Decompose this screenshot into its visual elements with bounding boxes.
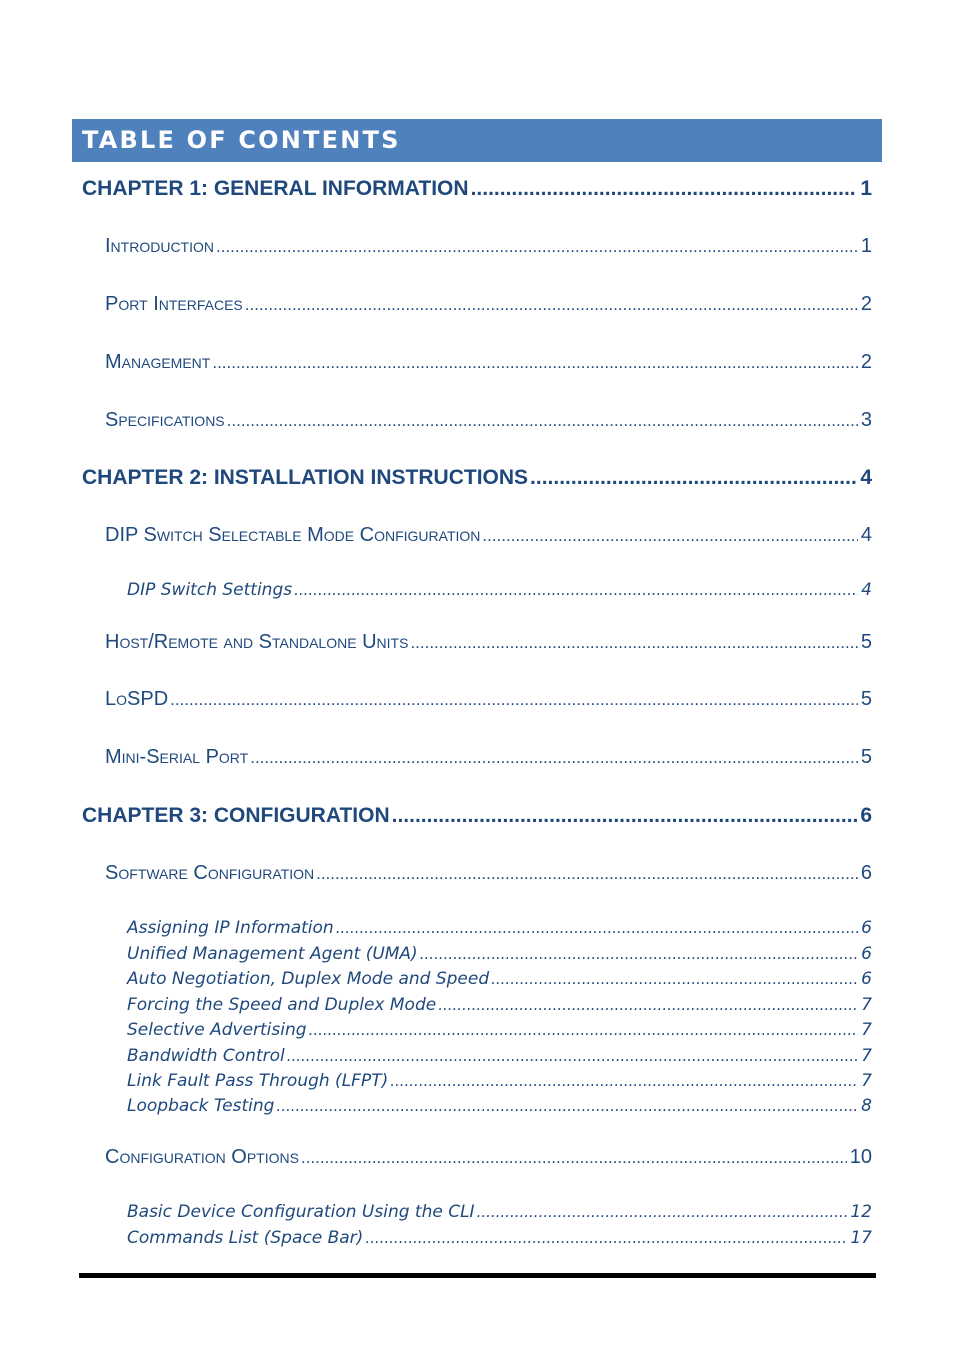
toc-entry-title: CHAPTER 3: CONFIGURATION xyxy=(82,804,390,827)
dot-leader xyxy=(530,466,857,490)
toc-entry-page: 6 xyxy=(861,918,872,938)
toc-entry[interactable] xyxy=(127,1096,872,1118)
dot-leader xyxy=(216,237,858,257)
toc-entry[interactable] xyxy=(105,235,872,261)
toc-entry[interactable] xyxy=(105,631,872,657)
toc-entry-page: 2 xyxy=(860,351,872,373)
toc-entry[interactable] xyxy=(105,351,872,377)
dot-leader xyxy=(390,1072,858,1090)
toc-entry-title: Specifications xyxy=(105,409,225,431)
toc-entry-page: 17 xyxy=(850,1228,872,1248)
toc-entry-title: Introduction xyxy=(105,235,214,257)
toc-entry[interactable] xyxy=(127,1020,872,1042)
dot-leader xyxy=(365,1229,847,1247)
toc-entry-page: 4 xyxy=(860,524,872,546)
dot-leader xyxy=(170,690,858,710)
bottom-rule xyxy=(79,1273,876,1278)
dot-leader xyxy=(250,748,858,768)
toc-entry[interactable] xyxy=(105,688,872,714)
toc-entry[interactable] xyxy=(127,944,872,966)
toc-entry[interactable] xyxy=(127,1046,872,1068)
toc-entry[interactable] xyxy=(127,1071,872,1093)
toc-entry[interactable] xyxy=(105,862,872,888)
dot-leader xyxy=(336,919,858,937)
toc-entry[interactable] xyxy=(127,580,872,602)
dot-leader xyxy=(471,177,858,201)
dot-leader xyxy=(287,1047,858,1065)
toc-entry-page: 1 xyxy=(860,177,872,200)
toc-entry-page: 12 xyxy=(850,1202,872,1222)
toc-entry[interactable] xyxy=(127,918,872,940)
toc-entry-page: 6 xyxy=(860,862,872,884)
toc-entry-title: Assigning IP Information xyxy=(127,918,334,938)
toc-entry-page: 6 xyxy=(861,944,872,964)
dot-leader xyxy=(420,945,858,963)
toc-entry-title: Link Fault Pass Through (LFPT) xyxy=(127,1071,389,1091)
dot-leader xyxy=(276,1097,858,1115)
dot-leader xyxy=(491,970,858,988)
toc-entry[interactable] xyxy=(105,1146,872,1172)
toc-entry-page: 4 xyxy=(860,466,872,489)
toc-entry-title: Management xyxy=(105,351,211,373)
toc-entry-title: CHAPTER 1: GENERAL INFORMATION xyxy=(82,177,469,200)
toc-entry-page: 7 xyxy=(861,1071,872,1091)
toc-entry-page: 10 xyxy=(849,1146,872,1168)
dot-leader xyxy=(212,353,858,373)
toc-entry-title: Configuration Options xyxy=(105,1146,299,1168)
dot-leader xyxy=(477,1203,848,1221)
toc-entry-title: LoSPD xyxy=(105,688,169,710)
toc-entry[interactable] xyxy=(82,804,872,832)
toc-entry[interactable] xyxy=(105,293,872,319)
toc-entry-page: 4 xyxy=(861,580,872,600)
toc-header-bar xyxy=(72,119,882,162)
toc-entry[interactable] xyxy=(82,466,872,494)
toc-title: TABLE OF CONTENTS xyxy=(82,126,401,154)
toc-entry-page: 1 xyxy=(860,235,872,257)
toc-entry-page: 8 xyxy=(861,1096,872,1116)
toc-entry-title: Selective Advertising xyxy=(127,1020,307,1040)
toc-entry-title: DIP Switch Settings xyxy=(127,580,293,600)
toc-entry[interactable] xyxy=(127,1228,872,1250)
dot-leader xyxy=(482,526,857,546)
dot-leader xyxy=(301,1148,847,1168)
toc-entry[interactable] xyxy=(105,746,872,772)
dot-leader xyxy=(245,295,858,315)
toc-entry-title: Software Configuration xyxy=(105,862,315,884)
toc-entry-title: Commands List (Space Bar) xyxy=(127,1228,364,1248)
toc-entry-title: Basic Device Configuration Using the CLI xyxy=(127,1202,475,1222)
toc-entry-title: Bandwidth Control xyxy=(127,1046,285,1066)
toc-entry-title: Unified Management Agent (UMA) xyxy=(127,944,418,964)
toc-entry-title: Host/Remote and Standalone Units xyxy=(105,631,409,653)
dot-leader xyxy=(392,804,858,828)
toc-entry-title: Auto Negotiation, Duplex Mode and Speed xyxy=(127,969,490,989)
toc-entry-page: 2 xyxy=(860,293,872,315)
toc-entry-title: DIP Switch Selectable Mode Configuration xyxy=(105,524,481,546)
dot-leader xyxy=(227,411,858,431)
toc-entry-page: 6 xyxy=(861,969,872,989)
toc-entry-page: 7 xyxy=(861,995,872,1015)
toc-entry[interactable] xyxy=(127,969,872,991)
toc-entry-page: 7 xyxy=(861,1020,872,1040)
dot-leader xyxy=(438,996,858,1014)
toc-entry-title: Loopback Testing xyxy=(127,1096,275,1116)
toc-entry-title: Port Interfaces xyxy=(105,293,243,315)
dot-leader xyxy=(309,1021,859,1039)
toc-entry[interactable] xyxy=(105,409,872,435)
toc-entry-title: Mini-Serial Port xyxy=(105,746,249,768)
toc-entry-page: 5 xyxy=(860,746,872,768)
toc-entry[interactable] xyxy=(127,995,872,1017)
toc-entry-page: 6 xyxy=(860,804,872,827)
toc-entry[interactable] xyxy=(82,177,872,205)
dot-leader xyxy=(294,581,858,599)
toc-entry-title: Forcing the Speed and Duplex Mode xyxy=(127,995,437,1015)
dot-leader xyxy=(410,633,857,653)
toc-entry-page: 5 xyxy=(860,688,872,710)
toc-entry[interactable] xyxy=(127,1202,872,1224)
toc-entry-page: 3 xyxy=(860,409,872,431)
toc-entry-page: 5 xyxy=(860,631,872,653)
dot-leader xyxy=(316,864,858,884)
toc-entry[interactable] xyxy=(105,524,872,550)
toc-entry-page: 7 xyxy=(861,1046,872,1066)
toc-entry-title: CHAPTER 2: INSTALLATION INSTRUCTIONS xyxy=(82,466,529,489)
